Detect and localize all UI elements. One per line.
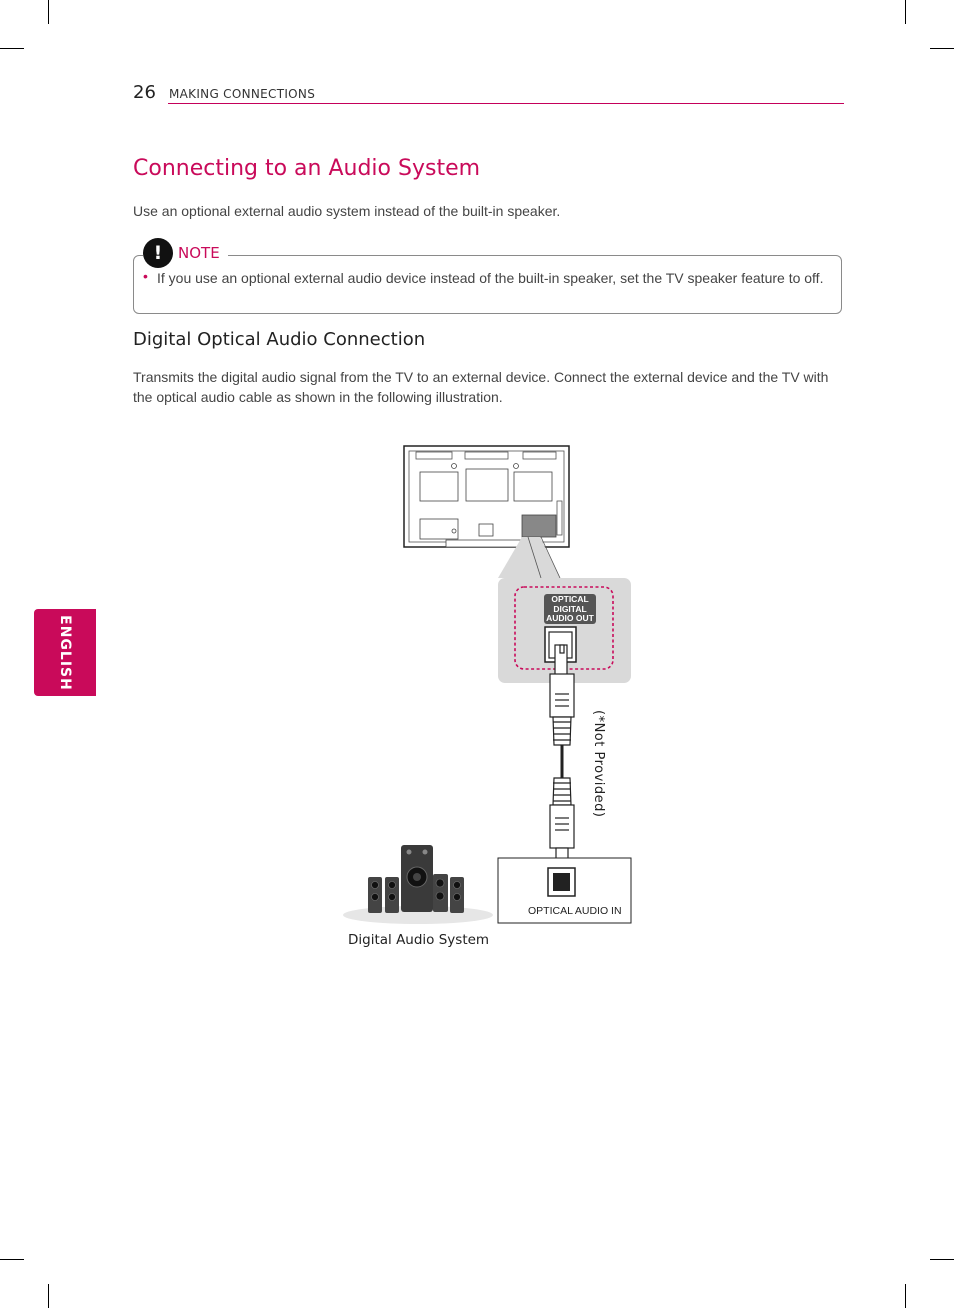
digital-audio-system-label: Digital Audio System (348, 932, 490, 948)
crop-mark (905, 1284, 906, 1308)
header-rule (168, 103, 844, 104)
crop-mark (930, 1259, 954, 1260)
crop-mark (0, 48, 24, 49)
optical-in-jack (548, 868, 575, 896)
crop-mark (930, 48, 954, 49)
crop-mark (48, 1284, 49, 1308)
cable-not-provided-note: (*Not Provided) (591, 710, 606, 818)
exclamation-icon: ! (143, 238, 173, 268)
language-tab-label: ENGLISH (57, 614, 74, 691)
intro-text: Use an optional external audio system instead of the built-in speaker. (133, 203, 561, 219)
connection-diagram (330, 430, 650, 960)
crop-mark (0, 1259, 24, 1260)
note-text: If you use an optional external audio device instead of the built-in speaker, set the TV speaker feature to off. (157, 270, 824, 286)
page-title: Connecting to an Audio System (133, 156, 481, 181)
note-label: NOTE (178, 244, 220, 262)
port-label-line: OPTICAL (551, 594, 589, 604)
page-number: 26 (133, 82, 156, 103)
port-label-line: DIGITAL (553, 603, 587, 614)
subsection-text: Transmits the digital audio signal from the TV to an external device. Connect the external device and the TV with the optical audio cable as shown in the following illustration. (133, 369, 829, 405)
crop-mark (905, 0, 906, 24)
crop-mark (48, 0, 49, 24)
cable-lower-plug (550, 778, 574, 866)
port-label-line: AUDIO OUT (546, 613, 594, 623)
optical-in-label: OPTICAL AUDIO IN (528, 905, 622, 917)
tv-back-illustration (404, 446, 569, 547)
section-label: MAKING CONNECTIONS (169, 87, 316, 101)
note-bullet: • (143, 268, 148, 284)
note-header (143, 238, 228, 268)
language-tab-label-wrap (34, 609, 96, 696)
subsection-title: Digital Optical Audio Connection (133, 329, 426, 350)
optical-out-port-label (544, 594, 596, 624)
speaker-system-illustration (343, 845, 493, 924)
